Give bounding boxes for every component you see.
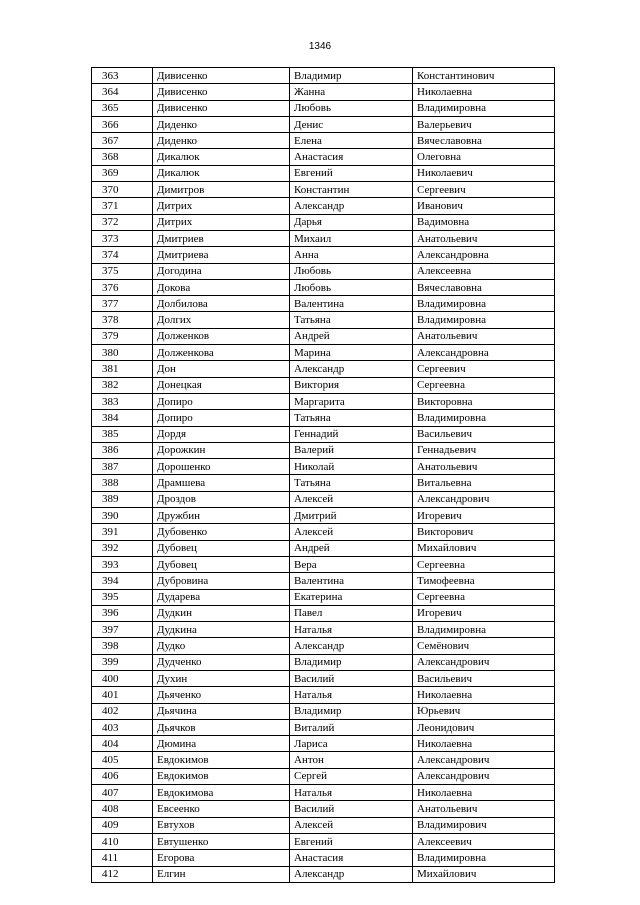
table-row — [92, 182, 555, 198]
table-row — [92, 214, 555, 230]
table-row — [92, 263, 555, 279]
surname-cell: Дудкин — [153, 605, 290, 621]
first-name-cell: Евгений — [290, 165, 413, 181]
first-name-cell: Евгений — [290, 833, 413, 849]
row-number: 397 — [92, 622, 153, 638]
first-name-cell: Вера — [290, 556, 413, 572]
patronymic-cell: Николаевич — [413, 165, 555, 181]
table-row — [92, 198, 555, 214]
row-number: 390 — [92, 508, 153, 524]
surname-cell: Дудко — [153, 638, 290, 654]
row-number: 371 — [92, 198, 153, 214]
patronymic-cell: Владимировна — [413, 850, 555, 866]
patronymic-cell: Игоревич — [413, 508, 555, 524]
first-name-cell: Валерий — [290, 442, 413, 458]
table-row — [92, 491, 555, 507]
first-name-cell: Наталья — [290, 785, 413, 801]
surname-cell: Догодина — [153, 263, 290, 279]
row-number: 406 — [92, 768, 153, 784]
table-row — [92, 589, 555, 605]
patronymic-cell: Анатольевич — [413, 801, 555, 817]
row-number: 408 — [92, 801, 153, 817]
first-name-cell: Валентина — [290, 296, 413, 312]
first-name-cell: Алексей — [290, 524, 413, 540]
row-number: 393 — [92, 556, 153, 572]
surname-cell: Долженкова — [153, 345, 290, 361]
row-number: 376 — [92, 279, 153, 295]
first-name-cell: Геннадий — [290, 426, 413, 442]
row-number: 394 — [92, 573, 153, 589]
surname-cell: Дубровина — [153, 573, 290, 589]
row-number: 379 — [92, 328, 153, 344]
surname-cell: Дикалюк — [153, 165, 290, 181]
surname-cell: Дон — [153, 361, 290, 377]
first-name-cell: Денис — [290, 116, 413, 132]
table-row — [92, 84, 555, 100]
surname-cell: Дорошенко — [153, 459, 290, 475]
first-name-cell: Андрей — [290, 540, 413, 556]
surname-cell: Дубовец — [153, 556, 290, 572]
row-number: 396 — [92, 605, 153, 621]
surname-cell: Евтухов — [153, 817, 290, 833]
table-row — [92, 475, 555, 491]
surname-cell: Евдокимов — [153, 768, 290, 784]
patronymic-cell: Геннадьевич — [413, 442, 555, 458]
table-row — [92, 100, 555, 116]
patronymic-cell: Александрович — [413, 768, 555, 784]
surname-cell: Дубовенко — [153, 524, 290, 540]
first-name-cell: Дарья — [290, 214, 413, 230]
first-name-cell: Валентина — [290, 573, 413, 589]
surname-cell: Дьячина — [153, 703, 290, 719]
surname-cell: Донецкая — [153, 377, 290, 393]
surname-cell: Долбилова — [153, 296, 290, 312]
first-name-cell: Маргарита — [290, 393, 413, 409]
table-row — [92, 296, 555, 312]
first-name-cell: Александр — [290, 866, 413, 882]
row-number: 378 — [92, 312, 153, 328]
patronymic-cell: Тимофеевна — [413, 573, 555, 589]
patronymic-cell: Николаевна — [413, 84, 555, 100]
patronymic-cell: Владимировна — [413, 100, 555, 116]
roster-table — [91, 67, 555, 883]
surname-cell: Докова — [153, 279, 290, 295]
table-row — [92, 68, 555, 84]
surname-cell: Драмшева — [153, 475, 290, 491]
page-number: 1346 — [308, 41, 332, 52]
row-number: 375 — [92, 263, 153, 279]
patronymic-cell: Александрович — [413, 752, 555, 768]
patronymic-cell: Олеговна — [413, 149, 555, 165]
surname-cell: Евтушенко — [153, 833, 290, 849]
row-number: 405 — [92, 752, 153, 768]
first-name-cell: Александр — [290, 198, 413, 214]
first-name-cell: Екатерина — [290, 589, 413, 605]
surname-cell: Дитрих — [153, 214, 290, 230]
row-number: 404 — [92, 736, 153, 752]
table-row — [92, 361, 555, 377]
patronymic-cell: Алексеевна — [413, 263, 555, 279]
table-row — [92, 442, 555, 458]
row-number: 388 — [92, 475, 153, 491]
surname-cell: Диденко — [153, 133, 290, 149]
table-row — [92, 540, 555, 556]
row-number: 365 — [92, 100, 153, 116]
row-number: 374 — [92, 247, 153, 263]
patronymic-cell: Александровна — [413, 345, 555, 361]
surname-cell: Дикалюк — [153, 149, 290, 165]
patronymic-cell: Викторович — [413, 524, 555, 540]
first-name-cell: Антон — [290, 752, 413, 768]
first-name-cell: Дмитрий — [290, 508, 413, 524]
patronymic-cell: Игоревич — [413, 605, 555, 621]
table-row — [92, 426, 555, 442]
patronymic-cell: Владимировна — [413, 410, 555, 426]
row-number: 385 — [92, 426, 153, 442]
first-name-cell: Анастасия — [290, 149, 413, 165]
patronymic-cell: Вячеславовна — [413, 279, 555, 295]
first-name-cell: Павел — [290, 605, 413, 621]
table-row — [92, 410, 555, 426]
table-row — [92, 850, 555, 866]
patronymic-cell: Викторовна — [413, 393, 555, 409]
patronymic-cell: Анатольевич — [413, 459, 555, 475]
first-name-cell: Жанна — [290, 84, 413, 100]
roster-body — [92, 68, 555, 883]
row-number: 395 — [92, 589, 153, 605]
table-row — [92, 605, 555, 621]
table-row — [92, 393, 555, 409]
row-number: 383 — [92, 393, 153, 409]
patronymic-cell: Сергеевич — [413, 361, 555, 377]
table-row — [92, 165, 555, 181]
row-number: 369 — [92, 165, 153, 181]
table-row — [92, 328, 555, 344]
surname-cell: Елгин — [153, 866, 290, 882]
patronymic-cell: Владимировна — [413, 312, 555, 328]
patronymic-cell: Иванович — [413, 198, 555, 214]
patronymic-cell: Михайлович — [413, 540, 555, 556]
first-name-cell: Михаил — [290, 230, 413, 246]
table-row — [92, 149, 555, 165]
surname-cell: Дивисенко — [153, 68, 290, 84]
first-name-cell: Сергей — [290, 768, 413, 784]
first-name-cell: Владимир — [290, 654, 413, 670]
table-row — [92, 736, 555, 752]
row-number: 389 — [92, 491, 153, 507]
patronymic-cell: Сергеевна — [413, 377, 555, 393]
row-number: 402 — [92, 703, 153, 719]
row-number: 403 — [92, 719, 153, 735]
patronymic-cell: Владимировна — [413, 622, 555, 638]
table-row — [92, 654, 555, 670]
row-number: 409 — [92, 817, 153, 833]
first-name-cell: Любовь — [290, 100, 413, 116]
surname-cell: Дударева — [153, 589, 290, 605]
first-name-cell: Виктория — [290, 377, 413, 393]
row-number: 407 — [92, 785, 153, 801]
surname-cell: Дорожкин — [153, 442, 290, 458]
surname-cell: Дудкина — [153, 622, 290, 638]
table-row — [92, 670, 555, 686]
first-name-cell: Лариса — [290, 736, 413, 752]
table-row — [92, 768, 555, 784]
first-name-cell: Александр — [290, 638, 413, 654]
patronymic-cell: Витальевна — [413, 475, 555, 491]
first-name-cell: Владимир — [290, 703, 413, 719]
surname-cell: Дивисенко — [153, 84, 290, 100]
row-number: 412 — [92, 866, 153, 882]
first-name-cell: Алексей — [290, 491, 413, 507]
surname-cell: Дьячков — [153, 719, 290, 735]
row-number: 381 — [92, 361, 153, 377]
patronymic-cell: Константинович — [413, 68, 555, 84]
surname-cell: Дмитриева — [153, 247, 290, 263]
surname-cell: Дивисенко — [153, 100, 290, 116]
patronymic-cell: Сергеевна — [413, 589, 555, 605]
surname-cell: Дюмина — [153, 736, 290, 752]
row-number: 366 — [92, 116, 153, 132]
first-name-cell: Анна — [290, 247, 413, 263]
row-number: 399 — [92, 654, 153, 670]
table-row — [92, 752, 555, 768]
first-name-cell: Василий — [290, 670, 413, 686]
row-number: 391 — [92, 524, 153, 540]
patronymic-cell: Леонидович — [413, 719, 555, 735]
first-name-cell: Алексей — [290, 817, 413, 833]
row-number: 382 — [92, 377, 153, 393]
first-name-cell: Елена — [290, 133, 413, 149]
table-row — [92, 573, 555, 589]
table-row — [92, 247, 555, 263]
table-row — [92, 556, 555, 572]
table-row — [92, 703, 555, 719]
patronymic-cell: Владимировна — [413, 296, 555, 312]
first-name-cell: Любовь — [290, 263, 413, 279]
table-row — [92, 459, 555, 475]
row-number: 368 — [92, 149, 153, 165]
table-row — [92, 833, 555, 849]
surname-cell: Егорова — [153, 850, 290, 866]
patronymic-cell: Валерьевич — [413, 116, 555, 132]
patronymic-cell: Николаевна — [413, 736, 555, 752]
row-number: 410 — [92, 833, 153, 849]
row-number: 364 — [92, 84, 153, 100]
surname-cell: Дитрих — [153, 198, 290, 214]
row-number: 398 — [92, 638, 153, 654]
table-row — [92, 785, 555, 801]
table-row — [92, 817, 555, 833]
surname-cell: Долженков — [153, 328, 290, 344]
surname-cell: Дудченко — [153, 654, 290, 670]
surname-cell: Евсеенко — [153, 801, 290, 817]
first-name-cell: Александр — [290, 361, 413, 377]
surname-cell: Дроздов — [153, 491, 290, 507]
table-row — [92, 719, 555, 735]
row-number: 400 — [92, 670, 153, 686]
patronymic-cell: Александрович — [413, 491, 555, 507]
surname-cell: Духин — [153, 670, 290, 686]
table-row — [92, 230, 555, 246]
surname-cell: Допиро — [153, 393, 290, 409]
patronymic-cell: Вячеславовна — [413, 133, 555, 149]
patronymic-cell: Васильевич — [413, 670, 555, 686]
first-name-cell: Наталья — [290, 622, 413, 638]
patronymic-cell: Михайлович — [413, 866, 555, 882]
table-row — [92, 345, 555, 361]
patronymic-cell: Васильевич — [413, 426, 555, 442]
surname-cell: Евдокимова — [153, 785, 290, 801]
patronymic-cell: Сергеевич — [413, 182, 555, 198]
patronymic-cell: Анатольевич — [413, 230, 555, 246]
patronymic-cell: Сергеевна — [413, 556, 555, 572]
patronymic-cell: Владимирович — [413, 817, 555, 833]
table-row — [92, 508, 555, 524]
surname-cell: Дордя — [153, 426, 290, 442]
surname-cell: Дмитриев — [153, 230, 290, 246]
surname-cell: Дубовец — [153, 540, 290, 556]
table-row — [92, 687, 555, 703]
table-row — [92, 133, 555, 149]
table-row — [92, 801, 555, 817]
patronymic-cell: Алексеевич — [413, 833, 555, 849]
first-name-cell: Татьяна — [290, 312, 413, 328]
patronymic-cell: Александровна — [413, 247, 555, 263]
row-number: 380 — [92, 345, 153, 361]
surname-cell: Диденко — [153, 116, 290, 132]
row-number: 377 — [92, 296, 153, 312]
row-number: 392 — [92, 540, 153, 556]
row-number: 363 — [92, 68, 153, 84]
patronymic-cell: Николаевна — [413, 687, 555, 703]
table-row — [92, 377, 555, 393]
table-row — [92, 524, 555, 540]
patronymic-cell: Юрьевич — [413, 703, 555, 719]
patronymic-cell: Анатольевич — [413, 328, 555, 344]
row-number: 387 — [92, 459, 153, 475]
surname-cell: Долгих — [153, 312, 290, 328]
table-row — [92, 866, 555, 882]
table-row — [92, 312, 555, 328]
first-name-cell: Николай — [290, 459, 413, 475]
patronymic-cell: Вадимовна — [413, 214, 555, 230]
row-number: 372 — [92, 214, 153, 230]
table-row — [92, 622, 555, 638]
row-number: 386 — [92, 442, 153, 458]
first-name-cell: Татьяна — [290, 475, 413, 491]
patronymic-cell: Александрович — [413, 654, 555, 670]
row-number: 384 — [92, 410, 153, 426]
surname-cell: Дружбин — [153, 508, 290, 524]
first-name-cell: Анастасия — [290, 850, 413, 866]
row-number: 370 — [92, 182, 153, 198]
surname-cell: Дьяченко — [153, 687, 290, 703]
first-name-cell: Андрей — [290, 328, 413, 344]
row-number: 401 — [92, 687, 153, 703]
first-name-cell: Владимир — [290, 68, 413, 84]
row-number: 367 — [92, 133, 153, 149]
first-name-cell: Любовь — [290, 279, 413, 295]
patronymic-cell: Николаевна — [413, 785, 555, 801]
first-name-cell: Наталья — [290, 687, 413, 703]
first-name-cell: Василий — [290, 801, 413, 817]
table-row — [92, 638, 555, 654]
surname-cell: Допиро — [153, 410, 290, 426]
surname-cell: Евдокимов — [153, 752, 290, 768]
first-name-cell: Константин — [290, 182, 413, 198]
first-name-cell: Виталий — [290, 719, 413, 735]
table-row — [92, 279, 555, 295]
first-name-cell: Татьяна — [290, 410, 413, 426]
table-row — [92, 116, 555, 132]
patronymic-cell: Семёнович — [413, 638, 555, 654]
row-number: 373 — [92, 230, 153, 246]
first-name-cell: Марина — [290, 345, 413, 361]
surname-cell: Димитров — [153, 182, 290, 198]
row-number: 411 — [92, 850, 153, 866]
